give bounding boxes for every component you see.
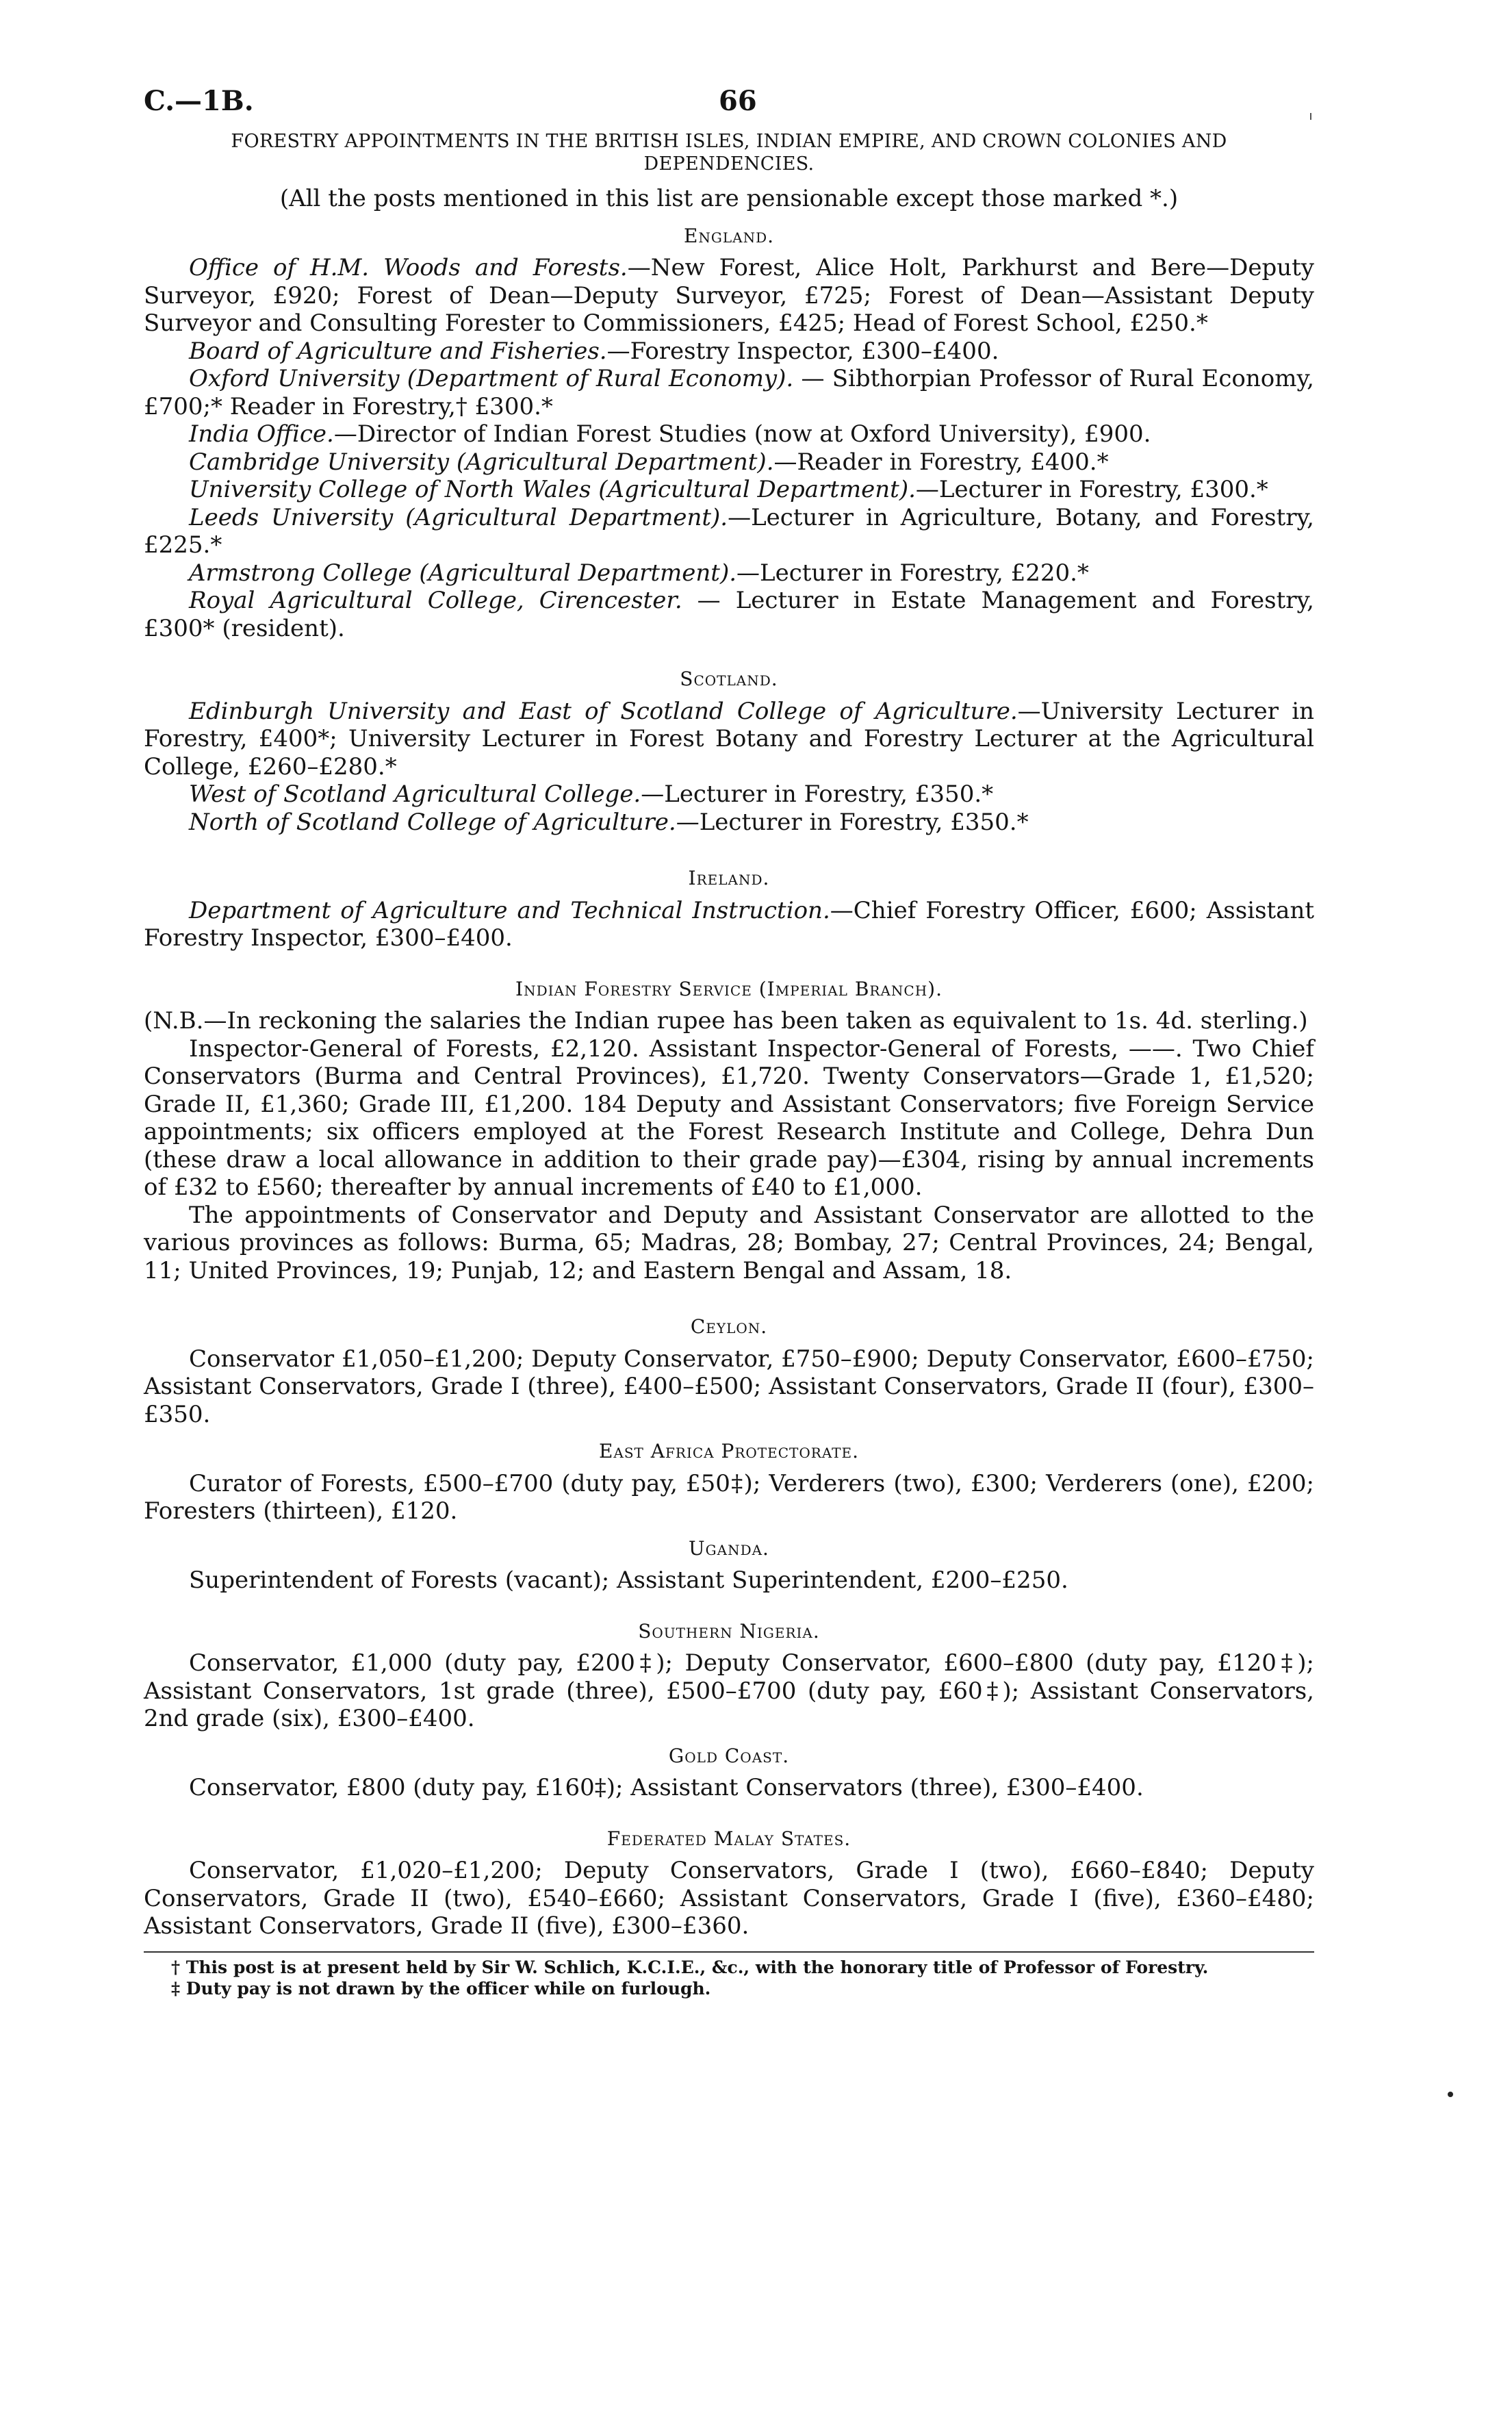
page-title: FORESTRY APPOINTMENTS IN THE BRITISH ISLES, INDIAN EMPIRE, AND CROWN COLONIES AND DEPENDENCIES. — [231, 131, 1227, 175]
page-number: 66 — [719, 85, 757, 117]
section-heading-england: England. — [683, 224, 775, 247]
entry-text: —Lecturer in Forestry, £350.* — [641, 781, 994, 808]
rupee-note: (N.B.—In reckoning the salaries the Indian rupee has been taken as equivalent to 1s. 4d. sterling.) — [144, 1007, 1308, 1035]
institution-name: Royal Agricultural College, Cirencester. — [189, 587, 682, 614]
section-heading-gold-coast: Gold Coast. — [668, 1744, 790, 1767]
scotland-list — [144, 698, 1314, 837]
entry-text: —Chief Forestry Officer, £600; Assistant Forestry Inspector, £300–£400. — [144, 896, 1315, 952]
institution-name: Cambridge University (Agricultural Department). — [189, 448, 774, 476]
footnote: † This post is at present held by Sir W. Schlich, K.C.I.E., &c., with the honorary title of Professor of Forestry. — [171, 1957, 1209, 1977]
east-africa-paragraph: Curator of Forests, £500–£700 (duty pay, £50‡); Verderers (two), £300; Verderers (one), £200; Foresters (thirteen), £120. — [144, 1469, 1314, 1525]
institution-name: Oxford University (Department of Rural Economy). — [189, 365, 794, 392]
margin-dot — [1448, 2092, 1453, 2097]
entry-text: —Forestry Inspector, £300–£400. — [606, 337, 999, 365]
institution-name: Office of H.M. Woods and Forests. — [189, 254, 628, 281]
section-heading-indian-forestry-service: Indian Forestry Service (Imperial Branch). — [515, 977, 943, 1000]
entry-item — [144, 587, 1314, 642]
entry-item — [144, 476, 1314, 504]
uganda-paragraph: Superintendent of Forests (vacant); Assistant Superintendent, £200–£250. — [189, 1566, 1068, 1594]
entry-item — [144, 559, 1314, 587]
section-heading-uganda: Uganda. — [689, 1536, 769, 1560]
entry-item — [144, 365, 1314, 420]
institution-name: University College of North Wales (Agricultural Department). — [189, 476, 916, 503]
entry-text: — Lecturer in Estate Management and Forestry, £300* (resident). — [144, 587, 1314, 642]
entry-text: —Director of Indian Forest Studies (now at Oxford University), £900. — [333, 420, 1151, 448]
entry-text: —New Forest, Alice Holt, Parkhurst and Bere—Deputy Surveyor, £920; Forest of Dean—Deputy Surveyor, £725; Forest of Dean—Assistant Deputy Surveyor and Consulting Forester to Commissioners, £425; Head of Forest School, £250.* — [144, 254, 1314, 337]
entry-item — [144, 338, 1314, 366]
entry-text: —Lecturer in Forestry, £350.* — [676, 808, 1029, 836]
india-appointments-paragraph: Inspector-General of Forests, £2,120. Assistant Inspector-General of Forests, ——. Two Chief Conservators (Burma and Central Provinces), £1,720. Twenty Conservators—Grade 1, £1,520; Grade II, £1,360; Grade III, £1,200. 184 Deputy and Assistant Conservators; five Foreign Service appointments; six officers employed at the Forest Research Institute and College, Dehra Dun (these draw a local allowance in addition to their grade pay)—£304, rising by annual increments of £32 to £560; thereafter by annual increments of £40 to £1,000. — [144, 1035, 1314, 1201]
entry-item — [144, 420, 1314, 448]
section-heading-ceylon: Ceylon. — [690, 1315, 768, 1338]
institution-name: North of Scotland College of Agriculture. — [189, 808, 676, 836]
entry-item — [144, 504, 1314, 559]
section-heading-southern-nigeria: Southern Nigeria. — [638, 1619, 820, 1642]
institution-name: Board of Agriculture and Fisheries. — [189, 337, 607, 365]
india-provinces-paragraph: The appointments of Conservator and Deputy and Assistant Conservator are allotted to the various provinces as follows: Burma, 65; Madras, 28; Bombay, 27; Central Provinces, 24; Bengal, 11; United Provinces, 19; Punjab, 12; and Eastern Bengal and Assam, 18. — [144, 1201, 1314, 1284]
entry-text: —Lecturer in Forestry, £220.* — [736, 559, 1089, 587]
institution-name: Armstrong College (Agricultural Department). — [189, 559, 737, 587]
institution-name: West of Scotland Agricultural College. — [189, 781, 641, 808]
entry-text: —University Lecturer in Forestry, £400*; University Lecturer in Forest Botany and Forestry Lecturer at the Agricultural College, £260–£280.* — [144, 697, 1314, 781]
institution-name: India Office. — [189, 420, 334, 448]
ireland-list — [144, 897, 1314, 952]
pensionable-note: (All the posts mentioned in this list are pensionable except those marked *.) — [279, 185, 1179, 212]
entry-text: —Lecturer in Agriculture, Botany, and Forestry, £225.* — [144, 503, 1314, 559]
section-heading-scotland: Scotland. — [680, 668, 778, 690]
page-header — [144, 85, 1314, 130]
southern-nigeria-paragraph: Conservator, £1,000 (duty pay, £200‡); Deputy Conservator, £600–£800 (duty pay, £120‡); Assistant Conservators, 1st grade (three), £500–£700 (duty pay, £60‡); Assistant Conservators, 2nd grade (six), £300–£400. — [144, 1649, 1314, 1732]
ceylon-paragraph: Conservator £1,050–£1,200; Deputy Conservator, £750–£900; Deputy Conservator, £600–£750; Assistant Conservators, Grade I (three), £400–£500; Assistant Conservators, Grade II (four), £300–£350. — [144, 1345, 1314, 1428]
malay-paragraph: Conservator, £1,020–£1,200; Deputy Conservators, Grade I (two), £660–£840; Deputy Conservators, Grade II (two), £540–£660; Assistant Conservators, Grade I (five), £360–£480; Assistant Conservators, Grade II (five), £300–£360. — [144, 1857, 1314, 1940]
entry-item — [144, 781, 1314, 809]
institution-name: Department of Agriculture and Technical Instruction. — [189, 896, 830, 924]
footnote-divider — [144, 1951, 1314, 1953]
section-heading-ireland: Ireland. — [688, 867, 770, 889]
gold-coast-paragraph: Conservator, £800 (duty pay, £160‡); Assistant Conservators (three), £300–£400. — [189, 1774, 1144, 1801]
entry-text: —Reader in Forestry, £400.* — [773, 448, 1109, 476]
entry-item — [144, 809, 1314, 837]
section-heading-federated-malay-states: Federated Malay States. — [606, 1827, 851, 1850]
institution-name: Leeds University (Agricultural Department). — [189, 503, 728, 531]
institution-name: Edinburgh University and East of Scotland College of Agriculture. — [189, 697, 1018, 725]
section-heading-east-africa: East Africa Protectorate. — [598, 1440, 860, 1462]
document-reference: C.—1B. — [144, 85, 254, 117]
entry-item — [144, 254, 1314, 338]
document-page — [144, 85, 1315, 1999]
entry-item — [144, 897, 1314, 952]
entry-item — [144, 448, 1314, 477]
entry-text: — Sibthorpian Professor of Rural Economy, £700;* Reader in Forestry,† £300.* — [144, 365, 1314, 420]
footnote: ‡ Duty pay is not drawn by the officer while on furlough. — [171, 1978, 711, 1999]
entry-text: —Lecturer in Forestry, £300.* — [915, 476, 1268, 503]
entry-item — [144, 698, 1314, 781]
england-list — [144, 254, 1314, 642]
